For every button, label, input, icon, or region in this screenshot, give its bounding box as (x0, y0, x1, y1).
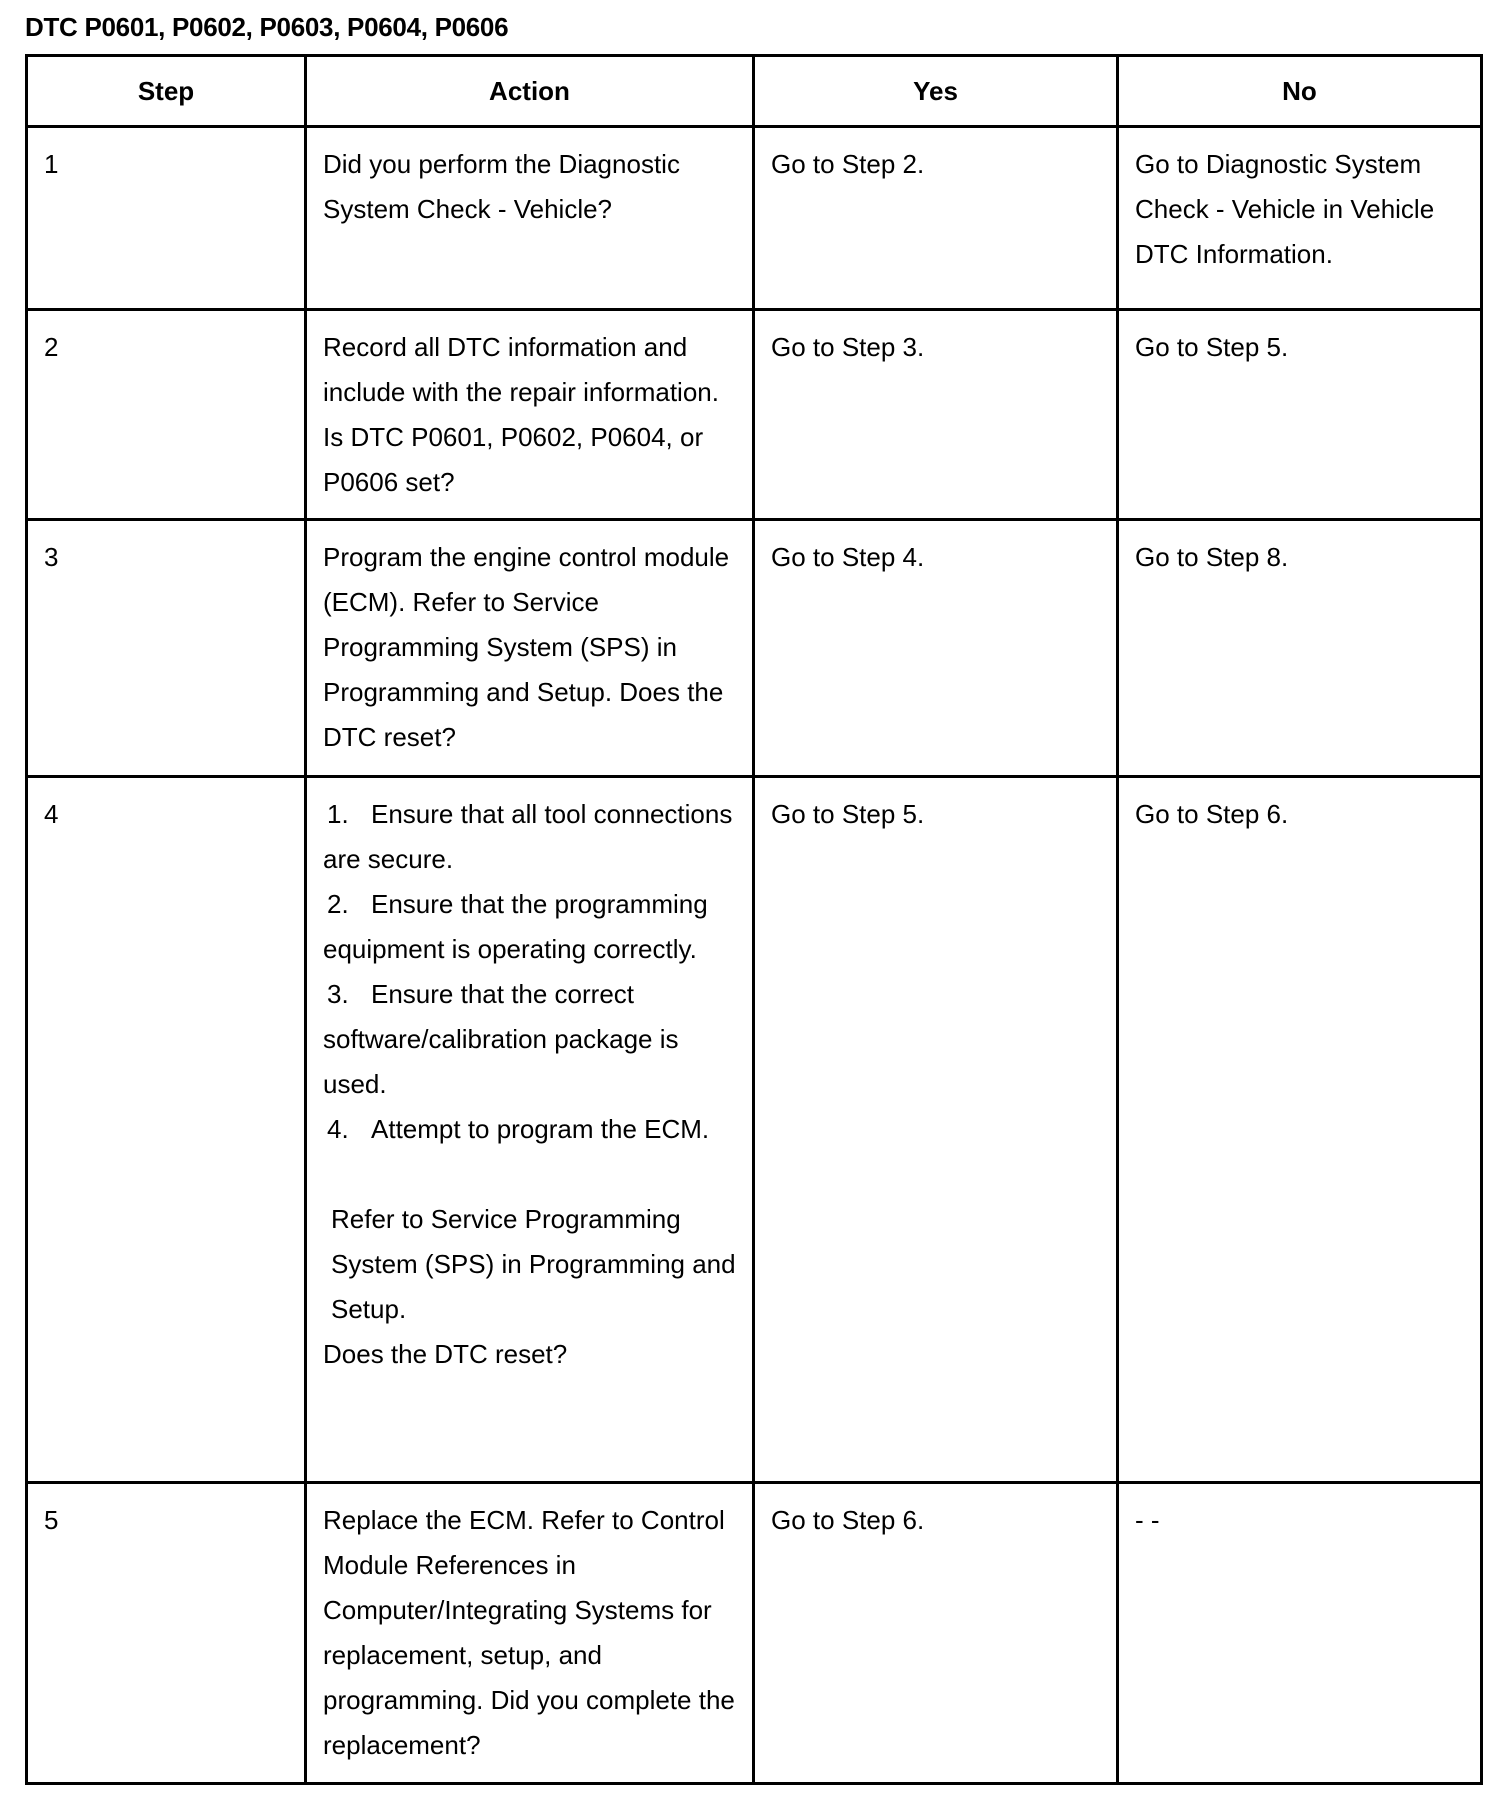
list-text: Ensure that all tool connections are secure. (323, 799, 733, 874)
step-cell: 4 (27, 777, 306, 1483)
yes-cell: Go to Step 4. (754, 520, 1118, 777)
header-yes: Yes (754, 56, 1118, 127)
step-cell: 3 (27, 520, 306, 777)
yes-cell: Go to Step 2. (754, 127, 1118, 310)
step-cell: 2 (27, 310, 306, 520)
header-row (27, 56, 1482, 127)
action-cell (306, 777, 754, 1483)
list-number: 2. (327, 889, 349, 919)
no-cell: - - (1118, 1483, 1482, 1784)
no-cell: Go to Step 6. (1118, 777, 1482, 1483)
yes-cell: Go to Step 5. (754, 777, 1118, 1483)
table-row (27, 777, 1482, 1483)
document-title: DTC P0601, P0602, P0603, P0604, P0606 (25, 12, 509, 42)
diagnostic-table (25, 54, 1483, 1785)
paragraph-gap (323, 1152, 736, 1197)
no-cell: Go to Step 8. (1118, 520, 1482, 777)
action-cell: Program the engine control module (ECM). Refer to Service Programming System (SPS) in Programming and Setup. Does the DTC reset? (306, 520, 754, 777)
list-text: Attempt to program the ECM. (371, 1114, 710, 1144)
yes-cell: Go to Step 3. (754, 310, 1118, 520)
table-row (27, 1483, 1482, 1784)
list-item (323, 882, 736, 972)
list-number: 1. (327, 799, 349, 829)
yes-cell: Go to Step 6. (754, 1483, 1118, 1784)
table-row (27, 310, 1482, 520)
list-item (323, 972, 736, 1107)
action-cell: Did you perform the Diagnostic System Check - Vehicle? (306, 127, 754, 310)
step-cell: 5 (27, 1483, 306, 1784)
no-cell: Go to Diagnostic System Check - Vehicle in Vehicle DTC Information. (1118, 127, 1482, 310)
list-text: Ensure that the correct software/calibration package is used. (323, 979, 679, 1099)
header-action: Action (306, 56, 754, 127)
action-cell: Replace the ECM. Refer to Control Module References in Computer/Integrating Systems for replacement, setup, and programming. Did you complete the replacement? (306, 1483, 754, 1784)
header-no: No (1118, 56, 1482, 127)
action-steps-list (323, 792, 736, 1152)
step-cell: 1 (27, 127, 306, 310)
list-text: Ensure that the programming equipment is operating correctly. (323, 889, 708, 964)
list-item (323, 1107, 736, 1152)
action-refer-text: Refer to Service Programming System (SPS) in Programming and Setup. (331, 1204, 736, 1324)
table-row (27, 127, 1482, 310)
no-cell: Go to Step 5. (1118, 310, 1482, 520)
action-cell: Record all DTC information and include with the repair information. Is DTC P0601, P0602, P0604, or P0606 set? (306, 310, 754, 520)
list-item (323, 792, 736, 882)
table-row (27, 520, 1482, 777)
list-number: 3. (327, 979, 349, 1009)
list-number: 4. (327, 1114, 349, 1144)
header-step: Step (27, 56, 306, 127)
action-question: Does the DTC reset? (323, 1339, 568, 1369)
